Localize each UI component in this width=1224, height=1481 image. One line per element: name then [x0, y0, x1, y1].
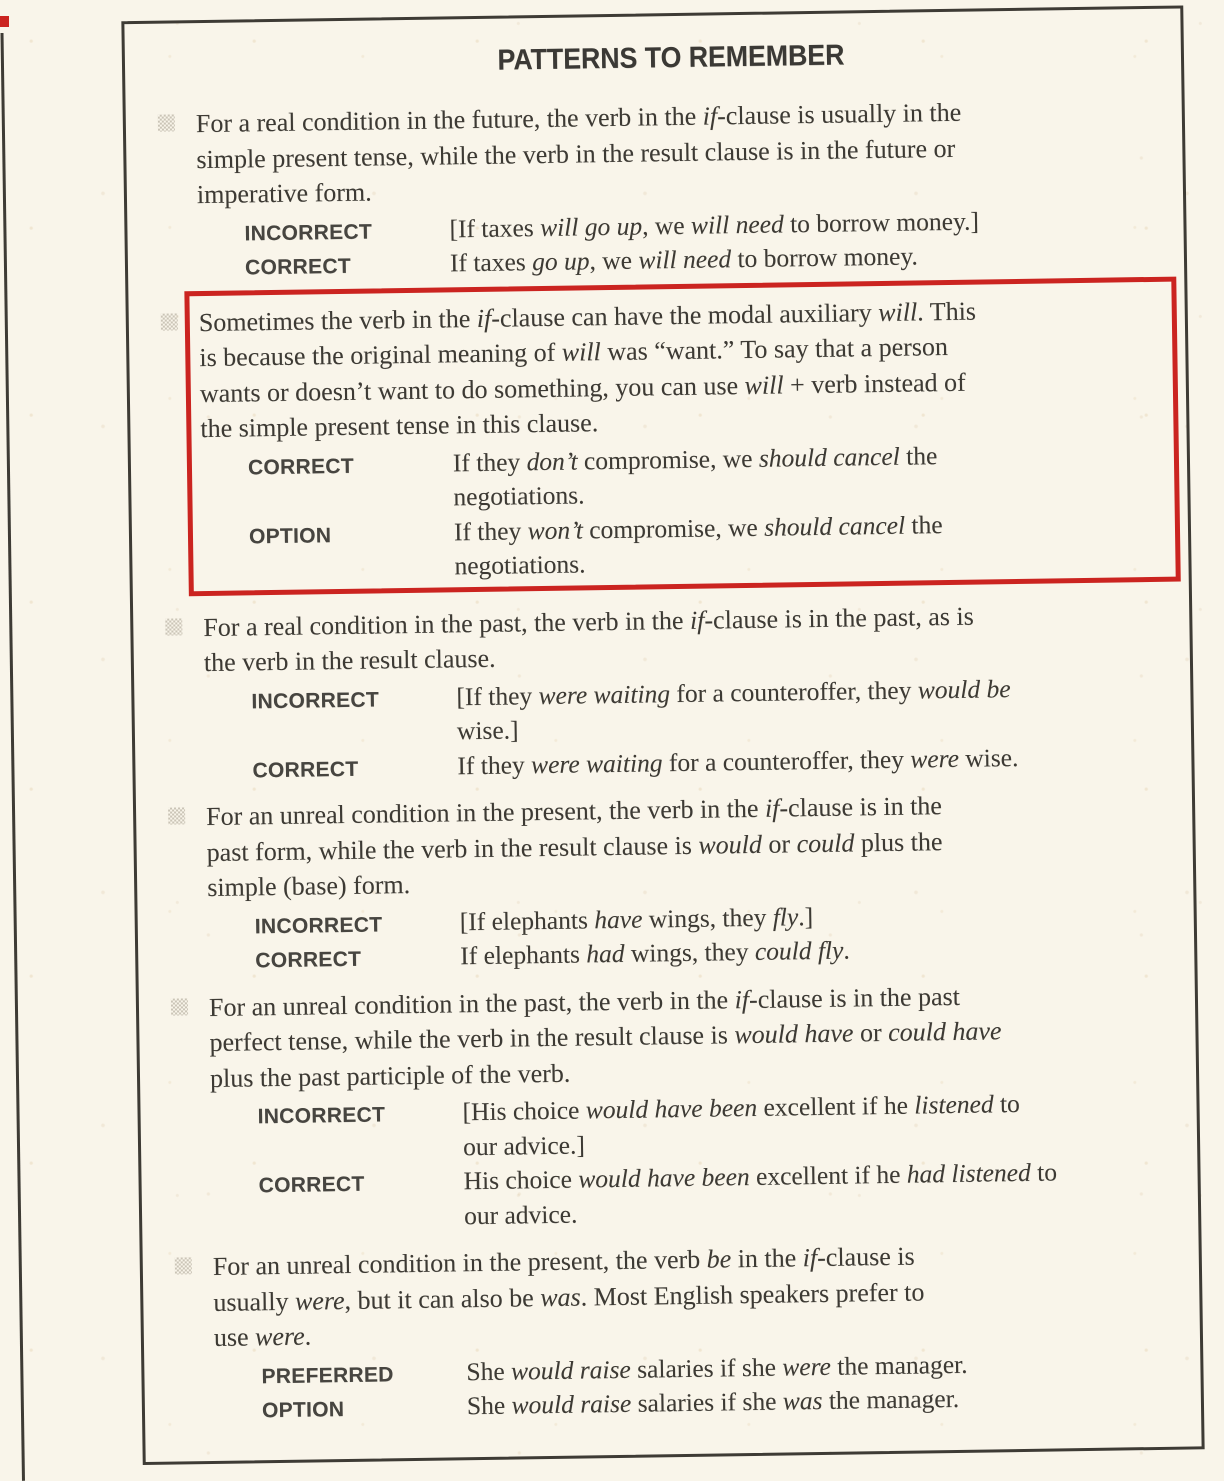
- pattern-block: [196, 92, 1151, 285]
- bullet-square-icon: [165, 618, 182, 635]
- example-text: She would raise salaries if she was the manager.: [466, 1383, 960, 1421]
- pattern-text: For an unreal condition in the past, the verb in the if-clause is in the past perfect tense, while the verb in the result clause is would have or could have plus the past participle of the verb.: [208, 981, 1002, 1093]
- bullet-square-icon: [171, 998, 188, 1015]
- example-label: CORRECT: [244, 254, 352, 280]
- example-text: [If taxes will go up, we will need to borrow money.]: [449, 206, 980, 243]
- example-label: INCORRECT: [251, 687, 380, 713]
- example-label: INCORRECT: [254, 912, 383, 938]
- pattern-text: Sometimes the verb in the if-clause can have the modal auxiliary will. This is because the original meaning of will was “want.” To say that a person wants or doesn’t want to do something, you can use will + verb instead of the simple present tense in this clause.: [198, 296, 977, 444]
- example-text: If taxes go up, we will need to borrow money.: [449, 241, 919, 278]
- example-row: [202, 504, 1155, 587]
- example-label: CORRECT: [255, 947, 362, 973]
- example-text: If they don’t compromise, we should cancel the negotiations.: [452, 440, 938, 512]
- bullet-square-icon: [161, 313, 178, 330]
- example-text: If they were waiting for a counteroffer, they were wise.: [457, 742, 1019, 780]
- patterns-box: [121, 5, 1204, 1465]
- pattern-block: [203, 595, 1158, 787]
- pattern-text: For an unreal condition in the present, the verb in the if-clause is in the past form, while the verb in the result clause is would or could plus the simple (base) form.: [205, 791, 943, 903]
- example-text: She would raise salaries if she were the manager.: [466, 1349, 968, 1386]
- example-label: PREFERRED: [261, 1362, 394, 1388]
- example-label: INCORRECT: [244, 220, 373, 245]
- pattern-block-highlighted: [199, 290, 1155, 587]
- example-label: INCORRECT: [257, 1103, 386, 1129]
- pattern-text: For a real condition in the future, the verb in the if-clause is usually in the simple present tense, while the verb in the result clause is in the future or imperative form.: [195, 97, 962, 210]
- pattern-block: [209, 975, 1165, 1237]
- example-text: If they won’t compromise, we should cancel the negotiations.: [453, 509, 943, 581]
- pattern-text: For an unreal condition in the present, the verb be in the if-clause is usually were, but it can also be was. Most English speakers prefer to use were.: [212, 1241, 925, 1352]
- example-text: [His choice would have been excellent if he listened to our advice.]: [462, 1088, 1021, 1161]
- pattern-block: [206, 785, 1161, 978]
- pattern-text: For a real condition in the past, the verb in the if-clause is in the past, as is the verb in the result clause.: [203, 601, 974, 678]
- example-row: [211, 1154, 1164, 1237]
- example-label: CORRECT: [258, 1172, 365, 1198]
- bullet-square-icon: [175, 1257, 192, 1274]
- example-text: [If elephants have wings, they fly.]: [459, 901, 814, 936]
- bullet-square-icon: [168, 807, 185, 824]
- pattern-block: [213, 1235, 1168, 1428]
- page-edge-line: [1, 33, 25, 1481]
- bullet-square-icon: [158, 114, 175, 131]
- page-title: PATTERNS TO REMEMBER: [497, 39, 845, 77]
- example-label: OPTION: [261, 1398, 345, 1423]
- example-text: [If they were waiting for a counteroffer, they would be wise.]: [456, 673, 1011, 746]
- example-label: CORRECT: [247, 454, 355, 479]
- scan-red-mark: [0, 16, 9, 27]
- example-label: CORRECT: [252, 757, 359, 782]
- example-text: If elephants had wings, they could fly.: [460, 935, 850, 971]
- example-label: OPTION: [248, 523, 332, 548]
- example-text: His choice would have been excellent if he had listened to our advice.: [463, 1157, 1058, 1230]
